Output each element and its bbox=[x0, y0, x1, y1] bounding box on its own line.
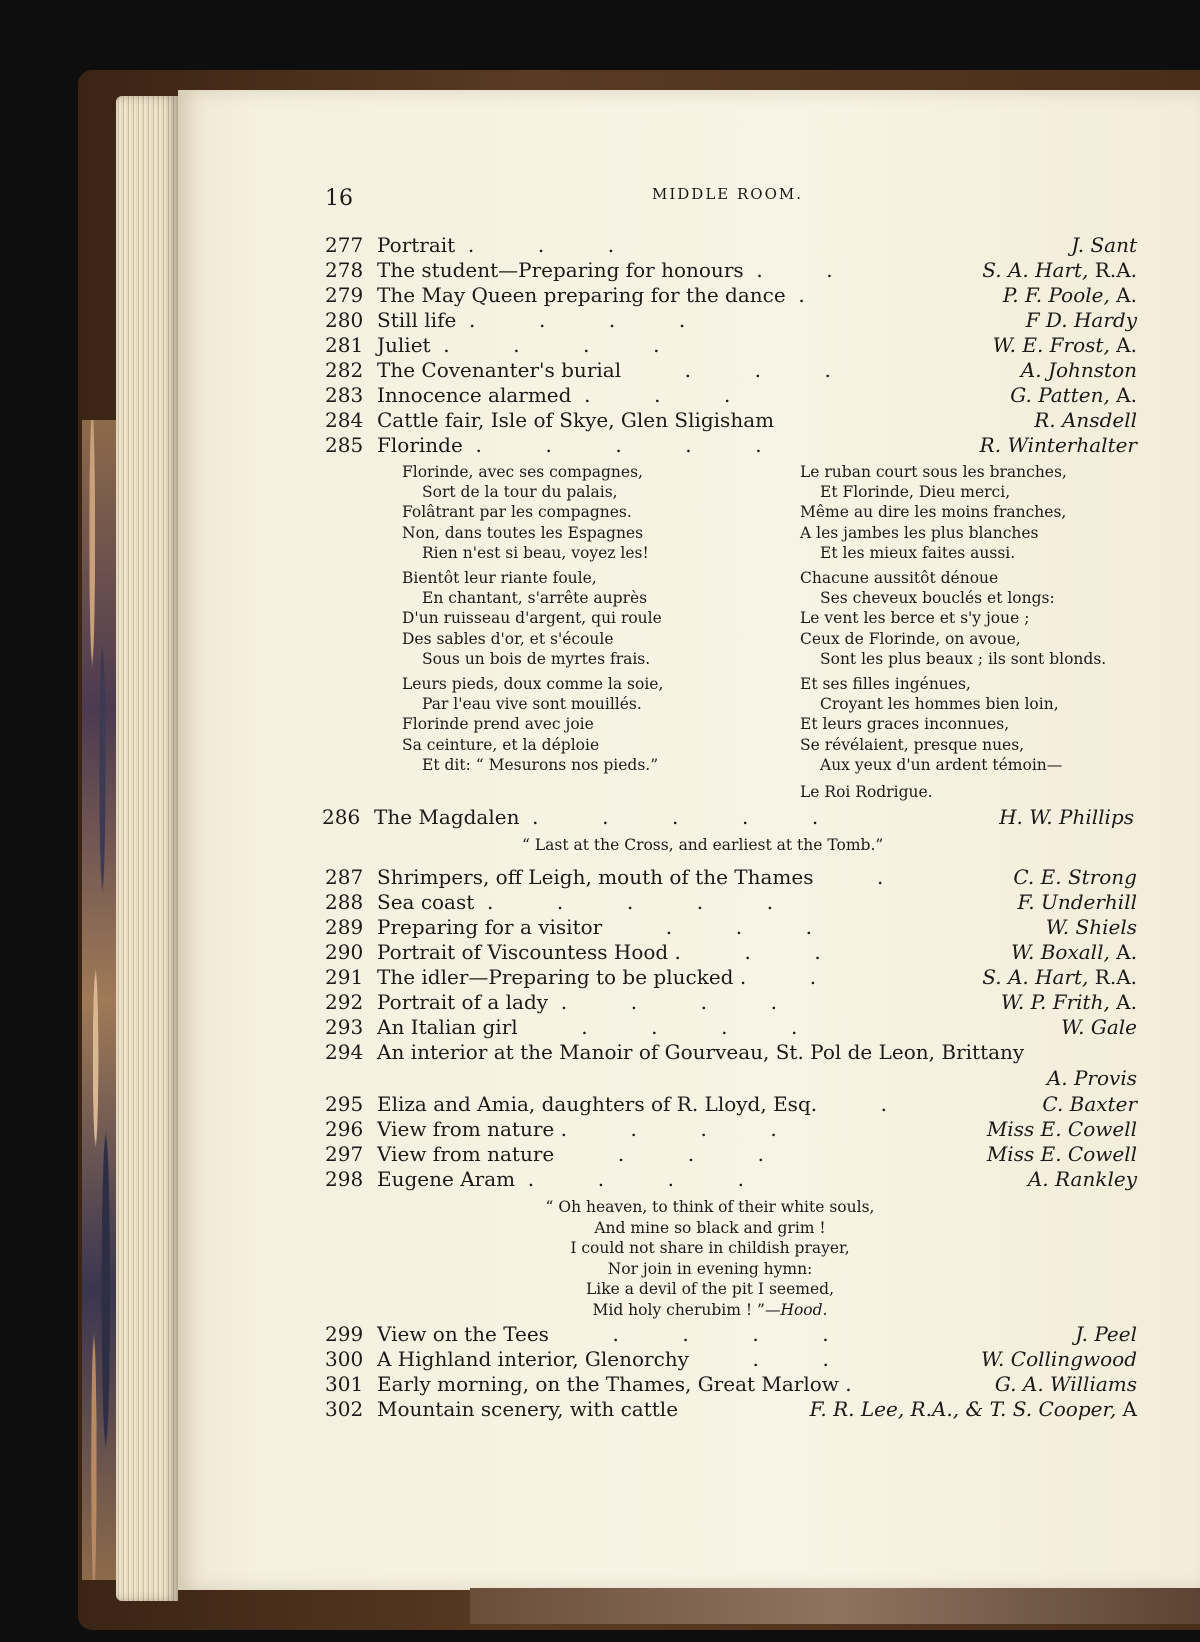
artist-name: R. Winterhalter bbox=[979, 433, 1137, 457]
artist-name: F. R. Lee, R.A., & T. S. Cooper, bbox=[809, 1397, 1117, 1421]
poem-stanza bbox=[402, 568, 663, 669]
entry-number: 296 bbox=[325, 1117, 364, 1141]
entry-artist bbox=[987, 1142, 1137, 1166]
entry-number: 292 bbox=[325, 990, 364, 1014]
quote-line: Nor join in evening hymn: bbox=[607, 1259, 813, 1278]
entry-title: Still life . . . . bbox=[377, 308, 686, 332]
poem-line: Et leurs graces inconnues, bbox=[800, 715, 1010, 734]
entry-artist bbox=[1071, 233, 1137, 257]
entry-number: 289 bbox=[325, 915, 364, 939]
poem-line: Se révélaient, presque nues, bbox=[800, 735, 1025, 754]
entry-artist bbox=[1018, 890, 1137, 914]
poem-line: Florinde, avec ses compagnes, bbox=[402, 463, 643, 481]
marbled-edge bbox=[82, 420, 116, 1580]
entry-number: 291 bbox=[325, 965, 364, 989]
poem-line: Le vent les berce et s'y joue ; bbox=[800, 609, 1030, 628]
catalogue-entry bbox=[325, 233, 1137, 259]
catalogue-entry bbox=[325, 1372, 1137, 1398]
artist-name: Miss E. Cowell bbox=[986, 1142, 1137, 1166]
artist-suffix: A. bbox=[1109, 333, 1137, 357]
catalogue-entry bbox=[325, 915, 1137, 941]
artist-name: R. Ansdell bbox=[1034, 408, 1137, 432]
quote-line: “ Oh heaven, to think of their white souls, bbox=[545, 1198, 875, 1216]
entry-title: The Magdalen . . . . . bbox=[374, 805, 819, 829]
entry-artist bbox=[999, 805, 1134, 829]
poem-line: Et Florinde, Dieu merci, bbox=[820, 483, 1011, 502]
entry-title: The idler—Preparing to be plucked . . bbox=[377, 965, 817, 989]
poem-signature: Le Roi Rodrigue. bbox=[800, 783, 933, 801]
artist-name: C. Baxter bbox=[1042, 1092, 1137, 1116]
poem-line: Sort de la tour du palais, bbox=[422, 483, 618, 502]
artist-name: C. E. Strong bbox=[1013, 865, 1137, 889]
catalogue-entry bbox=[325, 283, 1137, 309]
artist-name: G. Patten, bbox=[1010, 383, 1110, 407]
poem-line: Bientôt leur riante foule, bbox=[402, 569, 597, 588]
entry-title: Sea coast . . . . . bbox=[377, 890, 774, 914]
poem-stanza bbox=[800, 674, 1106, 775]
entry-number: 290 bbox=[325, 940, 364, 964]
catalogue-entry bbox=[325, 1142, 1137, 1168]
poem-line: Aux yeux d'un ardent témoin— bbox=[820, 755, 1063, 774]
poem-line: Croyant les hommes bien loin, bbox=[820, 695, 1059, 714]
catalogue-entry bbox=[325, 358, 1137, 384]
book-cover-bottom bbox=[470, 1588, 1200, 1624]
page-number: 16 bbox=[325, 186, 353, 211]
catalogue-entry bbox=[325, 890, 1137, 916]
catalogue-entry bbox=[325, 865, 1137, 891]
catalogue-entry bbox=[325, 308, 1137, 334]
catalogue-entry bbox=[322, 805, 1134, 831]
entry-artist bbox=[987, 1117, 1137, 1141]
poem-line: Sous un bois de myrtes frais. bbox=[422, 649, 651, 668]
artist-name: P. F. Poole, bbox=[1002, 283, 1110, 307]
catalogue-entry bbox=[325, 383, 1137, 409]
entry-artist bbox=[1075, 1322, 1137, 1346]
entry-number: 280 bbox=[325, 308, 364, 332]
entry-title: Shrimpers, off Leigh, mouth of the Thames . bbox=[377, 865, 884, 889]
catalogue-entry bbox=[325, 333, 1137, 359]
entry-number: 279 bbox=[325, 283, 364, 307]
artist-name: J. Sant bbox=[1071, 233, 1137, 257]
entry-title: Eugene Aram . . . . bbox=[377, 1167, 744, 1191]
entry-artist bbox=[993, 333, 1137, 357]
entry-title: Juliet . . . . bbox=[377, 333, 660, 357]
entry-title: Eliza and Amia, daughters of R. Lloyd, Esq. . bbox=[377, 1092, 888, 1116]
entry-number: 288 bbox=[325, 890, 364, 914]
artist-suffix: A. bbox=[1109, 283, 1137, 307]
poem-line: En chantant, s'arrête auprès bbox=[422, 589, 648, 608]
catalogue-entry bbox=[325, 1167, 1137, 1193]
entry-title: View from nature . . . . bbox=[377, 1117, 777, 1141]
poem-line: A les jambes les plus blanches bbox=[800, 523, 1039, 542]
entry-number: 293 bbox=[325, 1015, 364, 1039]
entry-number: 298 bbox=[325, 1167, 364, 1191]
entry-artist bbox=[1061, 1015, 1137, 1039]
entry-title: Portrait of Viscountess Hood . . . bbox=[377, 940, 821, 964]
artist-name: A. Johnston bbox=[1020, 358, 1137, 382]
poem-line: D'un ruisseau d'argent, qui roule bbox=[402, 609, 662, 628]
quote-line: Mid holy cherubim ! ”—Hood. bbox=[592, 1300, 828, 1319]
entry-artist bbox=[1028, 1167, 1137, 1191]
entry-title: Cattle fair, Isle of Skye, Glen Sligisham bbox=[377, 408, 775, 432]
catalogue-entry bbox=[325, 1015, 1137, 1041]
poem-stanza bbox=[402, 674, 663, 775]
artist-name: W. Collingwood bbox=[981, 1347, 1137, 1371]
florinde-poem-left bbox=[402, 462, 663, 780]
catalogue-entry bbox=[325, 433, 1137, 459]
artist-name: G. A. Williams bbox=[994, 1372, 1137, 1396]
entry-title: View from nature . . . bbox=[377, 1142, 765, 1166]
entry-artist bbox=[1003, 283, 1137, 307]
entry-artist bbox=[980, 433, 1137, 457]
page-edges bbox=[116, 96, 178, 1601]
entry-number: 302 bbox=[325, 1397, 364, 1421]
poem-line: Florinde prend avec joie bbox=[402, 715, 594, 734]
entry-number: 287 bbox=[325, 865, 364, 889]
entry-artist bbox=[1047, 1066, 1137, 1090]
entry-number: 281 bbox=[325, 333, 364, 357]
entry-artist bbox=[981, 1347, 1137, 1371]
poem-line: Et dit: “ Mesurons nos pieds.” bbox=[422, 755, 659, 774]
artist-suffix: A. bbox=[1109, 940, 1137, 964]
entry-artist bbox=[982, 258, 1137, 282]
entry-number: 286 bbox=[322, 805, 361, 829]
quote-line: Like a devil of the pit I seemed, bbox=[585, 1280, 834, 1298]
entry-title: The May Queen preparing for the dance . bbox=[377, 283, 805, 307]
entry-number: 277 bbox=[325, 233, 364, 257]
poem-stanza bbox=[800, 462, 1106, 563]
entry-artist bbox=[1001, 990, 1137, 1014]
artist-name: W. Gale bbox=[1061, 1015, 1137, 1039]
entry-artist bbox=[1011, 940, 1137, 964]
entry-number: 282 bbox=[325, 358, 364, 382]
entry-artist bbox=[1026, 308, 1137, 332]
quote-line: And mine so black and grim ! bbox=[594, 1218, 826, 1237]
catalogue-entry bbox=[325, 965, 1137, 991]
catalogue-entry bbox=[325, 1397, 1137, 1423]
artist-name: W. Boxall, bbox=[1010, 940, 1110, 964]
entry-artist bbox=[1013, 865, 1137, 889]
entry-number: 284 bbox=[325, 408, 364, 432]
poem-line: Sont les plus beaux ; ils sont blonds. bbox=[820, 649, 1107, 668]
artist-suffix: R.A. bbox=[1088, 965, 1137, 989]
catalogue-entry bbox=[325, 1092, 1137, 1118]
magdalen-quote: “ Last at the Cross, and earliest at the Tomb.” bbox=[522, 836, 884, 854]
aram-quote bbox=[520, 1197, 900, 1320]
entry-artist bbox=[995, 1372, 1137, 1396]
artist-name: J. Peel bbox=[1075, 1322, 1137, 1346]
artist-name: W. Shiels bbox=[1045, 915, 1137, 939]
artist-name: H. W. Phillips bbox=[999, 805, 1134, 829]
entry-artist bbox=[1021, 358, 1137, 382]
poem-line: Par l'eau vive sont mouillés. bbox=[422, 695, 642, 714]
entry-title: The student—Preparing for honours . . bbox=[377, 258, 833, 282]
poem-stanza bbox=[402, 462, 663, 563]
entry-title: Early morning, on the Thames, Great Marlow . bbox=[377, 1372, 852, 1396]
catalogue-entry bbox=[325, 1347, 1137, 1373]
entry-title: Portrait . . . bbox=[377, 233, 615, 257]
entry-number: 294 bbox=[325, 1040, 364, 1064]
poem-line: Chacune aussitôt dénoue bbox=[800, 569, 999, 588]
entry-artist bbox=[1010, 383, 1137, 407]
catalogue-entry bbox=[325, 408, 1137, 434]
poem-line: Non, dans toutes les Espagnes bbox=[402, 523, 644, 542]
artist-name: W. E. Frost, bbox=[992, 333, 1110, 357]
artist-name: Miss E. Cowell bbox=[986, 1117, 1137, 1141]
entry-number: 278 bbox=[325, 258, 364, 282]
artist-name: F D. Hardy bbox=[1025, 308, 1137, 332]
entry-artist bbox=[810, 1397, 1137, 1421]
entry-title: Portrait of a lady . . . . bbox=[377, 990, 777, 1014]
artist-name: W. P. Frith, bbox=[1000, 990, 1110, 1014]
catalogue-entry bbox=[325, 1322, 1137, 1348]
entry-number: 301 bbox=[325, 1372, 364, 1396]
catalogue-entry bbox=[325, 940, 1137, 966]
artist-suffix: R.A. bbox=[1088, 258, 1137, 282]
artist-name: A. Provis bbox=[1046, 1066, 1137, 1090]
entry-number: 300 bbox=[325, 1347, 364, 1371]
entry-number: 297 bbox=[325, 1142, 364, 1166]
catalogue-entry bbox=[325, 1117, 1137, 1143]
poem-line: Des sables d'or, et s'écoule bbox=[402, 629, 614, 648]
poem-stanza bbox=[800, 568, 1106, 669]
poem-line: Et les mieux faites aussi. bbox=[820, 543, 1016, 562]
catalogue-entry bbox=[325, 258, 1137, 284]
entry-title: Innocence alarmed . . . bbox=[377, 383, 731, 407]
entry-title: A Highland interior, Glenorchy . . bbox=[377, 1347, 829, 1371]
artist-name: A. Rankley bbox=[1027, 1167, 1137, 1191]
poem-line: Et ses filles ingénues, bbox=[800, 675, 971, 694]
entry-number: 285 bbox=[325, 433, 364, 457]
artist-name: S. A. Hart, bbox=[982, 965, 1089, 989]
artist-name: F. Underhill bbox=[1017, 890, 1137, 914]
quote-attribution: Hood. bbox=[780, 1300, 828, 1319]
entry-number: 283 bbox=[325, 383, 364, 407]
poem-line: Ses cheveux bouclés et longs: bbox=[820, 589, 1055, 608]
florinde-poem-right bbox=[800, 462, 1106, 780]
quote-line: I could not share in childish prayer, bbox=[570, 1239, 850, 1257]
poem-line: Leurs pieds, doux comme la soie, bbox=[402, 675, 664, 694]
entry-number: 299 bbox=[325, 1322, 364, 1346]
entry-title: View on the Tees . . . . bbox=[377, 1322, 829, 1346]
entry-artist bbox=[1042, 1092, 1137, 1116]
entry-artist bbox=[982, 965, 1137, 989]
entry-title: Preparing for a visitor . . . bbox=[377, 915, 813, 939]
entry-artist bbox=[1034, 408, 1137, 432]
entry-title: Mountain scenery, with cattle bbox=[377, 1397, 679, 1421]
entry-title: The Covenanter's burial . . . bbox=[377, 358, 831, 382]
entry-artist bbox=[1046, 915, 1137, 939]
poem-line: Sa ceinture, et la déploie bbox=[402, 735, 600, 754]
entry-number: 295 bbox=[325, 1092, 364, 1116]
poem-line: Rien n'est si beau, voyez les! bbox=[422, 543, 649, 562]
poem-line: Le ruban court sous les branches, bbox=[800, 463, 1067, 481]
artist-suffix: A bbox=[1116, 1397, 1137, 1421]
catalogue-entry bbox=[325, 990, 1137, 1016]
poem-line: Ceux de Florinde, on avoue, bbox=[800, 629, 1021, 648]
artist-name: S. A. Hart, bbox=[982, 258, 1089, 282]
entry-title: An interior at the Manoir of Gourveau, St. Pol de Leon, Brittany bbox=[377, 1040, 1025, 1064]
running-head: MIDDLE ROOM. bbox=[652, 185, 804, 203]
artist-suffix: A. bbox=[1109, 383, 1137, 407]
poem-line: Folâtrant par les compagnes. bbox=[402, 503, 632, 522]
entry-title: Florinde . . . . . bbox=[377, 433, 762, 457]
entry-title: An Italian girl . . . . bbox=[377, 1015, 798, 1039]
catalogue-entry bbox=[325, 1040, 1137, 1090]
artist-suffix: A. bbox=[1109, 990, 1137, 1014]
poem-line: Même au dire les moins franches, bbox=[800, 503, 1067, 522]
